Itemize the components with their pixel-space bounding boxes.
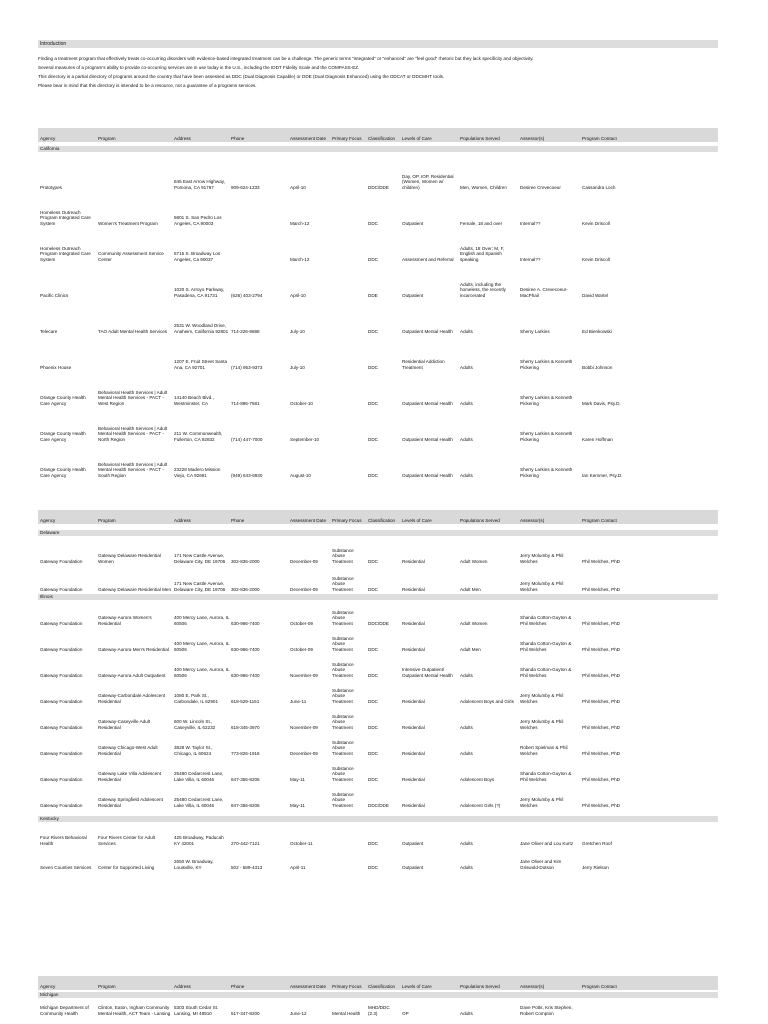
cell-class: DDC	[368, 864, 378, 870]
cell-focus: Substance Abuse Treatment	[332, 661, 354, 678]
intro-paragraph: Finding a treatment program that effectively treats co-occurring disorders with evidence-based integrated treatment can be a challenge. The generic terms "integrated" or "enhanced" are "feel good" rhetoric but they lack specificity and objectivity.	[38, 56, 534, 61]
table-row	[38, 626, 718, 652]
cell-focus: Substance Abuse Treatment	[332, 547, 354, 564]
cell-pops: Men, Women, Children	[460, 184, 507, 190]
table-row	[38, 190, 718, 226]
region-delaware: Delaware	[38, 530, 718, 536]
cell-pops: Adults	[460, 864, 473, 870]
cell-phone: 773-826-1916	[231, 750, 260, 756]
cell-levels: Outpatient Mental Health	[402, 328, 453, 334]
cell-date: March-12	[290, 256, 310, 262]
cell-levels: Outpatient	[402, 864, 424, 870]
cell-class: DDC	[368, 698, 378, 704]
cell-program: Behavioral Health Services | Adult Mental Health Services - PACT - South Region	[98, 461, 168, 478]
cell-pops: Adolescent Boys	[460, 776, 495, 782]
table-row	[38, 846, 718, 870]
cell-levels: Residential	[402, 776, 425, 782]
col-contact: Program Contact	[582, 518, 617, 523]
cell-agency: Orange County Health Care Agency	[40, 431, 86, 442]
cell-assessor: Shanda Cotton-Guyton & Phil Welches	[520, 771, 572, 782]
col-contact: Program Contact	[582, 984, 617, 989]
cell-class: DDC	[368, 558, 378, 564]
cell-address: 25480 Cedarcrest Lane, Lake Villa, IL 60046	[174, 771, 224, 782]
region-illinois: Illinois	[38, 594, 718, 600]
cell-contact: Karen Hoffman	[582, 436, 613, 442]
cell-class: DDC	[368, 724, 378, 730]
cell-pops: Adults	[460, 400, 473, 406]
cell-date: August-10	[290, 472, 311, 478]
cell-pops: Adults, including the homeless, the recently incarcerated	[460, 281, 506, 298]
cell-contact: David Wartel	[582, 292, 609, 298]
cell-assessor: Sherry Larkins & Kenneth Pickering	[520, 431, 573, 442]
col-assessor: Assessor(s)	[520, 518, 545, 523]
cell-levels: Residential	[402, 620, 425, 626]
cell-address: 5801 S. San Pedro Los Angeles, CA 90003	[174, 215, 222, 226]
cell-program: Center for Supported Living	[98, 864, 155, 870]
cell-contact: Jerry Rielson	[582, 864, 609, 870]
cell-pops: Adults	[460, 328, 473, 334]
col-phone: Phone	[231, 984, 245, 989]
cell-class: DDC	[368, 256, 378, 262]
cell-focus: Mental Health	[332, 1010, 361, 1016]
cell-agency: Gateway Foundation	[40, 776, 83, 782]
col-assessor: Assessor(s)	[520, 136, 545, 141]
cell-levels: Residential Addiction Treatment	[402, 359, 445, 370]
cell-date: April-10	[290, 292, 306, 298]
cell-pops: Adult Women	[460, 558, 488, 564]
cell-pops: Adults	[460, 436, 473, 442]
cell-program: Gateway Lake Villa Adolescent Residential	[98, 771, 161, 782]
cell-date: June-12	[290, 1010, 307, 1016]
cell-program: TAO Adult Mental Health Services	[98, 328, 168, 334]
cell-phone: 517-347-8200	[231, 1010, 260, 1016]
cell-date: May-11	[290, 776, 305, 782]
table-row	[38, 678, 718, 704]
cell-class: DDC	[368, 750, 378, 756]
col-assessor: Assessor(s)	[520, 984, 545, 989]
introduction-label: Introduction	[38, 40, 718, 48]
cell-agency: Prototypes	[40, 184, 62, 190]
cell-address: 400 Mercy Lane, Aurora, IL 60506	[174, 667, 230, 678]
cell-levels: Outpatient	[402, 292, 424, 298]
cell-agency: Gateway Foundation	[40, 646, 83, 652]
intro-paragraph: This directory is a partial directory of programs around the country that have been assessed as DDC (Dual Diagnosis Capable) or DDE (Dual Diagnosis Enhanced) using the DDCAT or DDCMHT tools.	[38, 74, 445, 79]
table-row	[38, 652, 718, 678]
cell-phone: 630-966-7400	[231, 646, 260, 652]
col-focus: Primary Focus	[332, 984, 362, 989]
cell-contact: Phil Welches, PhD	[582, 646, 620, 652]
cell-assessor: Internal??	[520, 256, 541, 262]
col-class: Classification	[368, 518, 396, 523]
cell-levels: Intensive Outpatient/ Outpatient Mental Health	[402, 667, 453, 678]
cell-date: October-09	[290, 620, 313, 626]
cell-levels: Day, OP, IOP, Residential (Women, Women w/ children)	[402, 173, 454, 190]
table-row	[38, 226, 718, 262]
cell-class: DDC	[368, 586, 378, 592]
cell-levels: Outpatient	[402, 220, 424, 226]
cell-phone: 714-226-9888	[231, 328, 260, 334]
table-row	[38, 998, 718, 1016]
cell-levels: Residential	[402, 724, 425, 730]
col-agency: Agency	[40, 984, 56, 989]
cell-address: 23228 Madero Mission Viejo, CA 92691	[174, 467, 221, 478]
col-class: Classification	[368, 136, 396, 141]
col-levels: Levels of Care	[402, 518, 432, 523]
cell-program: Gateway-Aurora Adult Outpatient	[98, 672, 166, 678]
col-phone: Phone	[231, 518, 245, 523]
cell-contact: Phil Welches, PhD	[582, 586, 620, 592]
col-contact: Program Contact	[582, 136, 617, 141]
cell-date: April-11	[290, 864, 306, 870]
cell-assessor: Robert Spielman & Phil Welches	[520, 745, 568, 756]
col-address: Address	[174, 984, 191, 989]
cell-pops: Adults	[460, 840, 473, 846]
cell-class: DDC	[368, 776, 378, 782]
cell-contact: Phil Welches, PhD	[582, 750, 620, 756]
cell-class: DDC/DDE	[368, 802, 389, 808]
cell-address: 400 Mercy Lane, Aurora, IL 60506	[174, 615, 230, 626]
cell-date: December-09	[290, 586, 318, 592]
cell-agency: Gateway Foundation	[40, 750, 83, 756]
region-michigan: Michigan	[38, 992, 718, 998]
cell-pops: Adults	[460, 472, 473, 478]
table-row	[38, 298, 718, 334]
cell-agency: Orange County Health Care Agency	[40, 395, 86, 406]
table-row	[38, 822, 718, 846]
table-row	[38, 262, 718, 298]
cell-contact: Gretchen Roof	[582, 840, 612, 846]
cell-contact: Kevin Driscoll	[582, 256, 610, 262]
cell-pops: Adults	[460, 724, 473, 730]
cell-program: Gateway Springfield Adolescent Residential	[98, 797, 163, 808]
col-class: Classification	[368, 984, 396, 989]
cell-phone: 630-966-7400	[231, 620, 260, 626]
cell-phone: 302-836-2000	[231, 558, 260, 564]
cell-pops: Adults, 18 Over; M, F, English and Spanish speaking	[460, 245, 505, 262]
cell-levels: Assessment and Referral	[402, 256, 454, 262]
region-kentucky: Kentucky	[38, 816, 718, 822]
cell-address: 400 Mercy Lane, Aurora, IL 60506	[174, 641, 230, 652]
table-row	[38, 600, 718, 626]
cell-levels: Residential	[402, 698, 425, 704]
cell-date: April-10	[290, 184, 306, 190]
cell-address: 600 W. Lincoln St., Caseyville, IL 62232	[174, 719, 216, 730]
intro-paragraph: Please bear in mind that this directory is intended to be a resource, not a guarantee of a programs services.	[38, 83, 257, 88]
table-header	[38, 510, 718, 524]
cell-phone: 270-442-7121	[231, 840, 260, 846]
cell-levels: Outpatient	[402, 840, 424, 846]
cell-class: DDC	[368, 400, 378, 406]
cell-contact: Phil Welches, PhD	[582, 620, 620, 626]
introduction-text	[38, 56, 718, 92]
table-header	[38, 976, 718, 990]
cell-contact: Phil Welches, PhD	[582, 698, 620, 704]
cell-program: Gateway Chicago-West Adult Residential	[98, 745, 158, 756]
cell-focus: Substance Abuse Treatment	[332, 791, 354, 808]
cell-address: 25480 Cedarcrest Lane, Lake Villa, IL 60046	[174, 797, 224, 808]
cell-pops: Adults	[460, 672, 473, 678]
col-pops: Populations Served	[460, 136, 500, 141]
cell-agency: Gateway Foundation	[40, 586, 83, 592]
cell-phone: (626) 403-2794	[231, 292, 263, 298]
cell-agency: Homeless Outreach Program Integrated Care System	[40, 245, 91, 262]
cell-agency: Homeless Outreach Program Integrated Care System	[40, 209, 91, 226]
table-row	[38, 334, 718, 370]
cell-agency: Gateway Foundation	[40, 802, 83, 808]
cell-contact: Bobbi Johnson	[582, 364, 613, 370]
col-agency: Agency	[40, 518, 56, 523]
cell-agency: Orange County Health Care Agency	[40, 467, 86, 478]
cell-focus: Substance Abuse Treatment	[332, 687, 354, 704]
cell-program: Gateway-Carbondale Adolescent Residential	[98, 693, 166, 704]
cell-date: December-09	[290, 558, 318, 564]
col-focus: Primary Focus	[332, 518, 362, 523]
cell-program: Gateway-Caseyville Adult Residential	[98, 719, 151, 730]
cell-contact: Ian Kemmer, Psy.D.	[582, 472, 623, 478]
cell-address: 845 East Arrow Highway, Pomona, CA 91767	[174, 179, 225, 190]
cell-program: Community Assessment Service Center	[98, 251, 164, 262]
cell-address: 425 Broadway, Paducah KY 42001	[174, 835, 224, 846]
cell-agency: Gateway Foundation	[40, 698, 83, 704]
cell-date: March-12	[290, 220, 310, 226]
cell-address: 5715 S. Broadway Los Angeles, Ca 90037	[174, 251, 221, 262]
table-row	[38, 536, 718, 564]
cell-date: October-11	[290, 840, 313, 846]
cell-contact: Mark Davis, Psy.D.	[582, 400, 621, 406]
table-row	[38, 564, 718, 592]
cell-address: 1020 S. Arroyo Parkway, Pasadena, CA 91731	[174, 287, 225, 298]
cell-program: Women's Treatment Program	[98, 220, 158, 226]
cell-agency: Pacific Clinics	[40, 292, 69, 298]
table-row	[38, 370, 718, 406]
cell-assessor: Sherry Larkins & Kenneth Pickering	[520, 359, 573, 370]
cell-levels: Residential	[402, 646, 425, 652]
col-levels: Levels of Care	[402, 136, 432, 141]
cell-date: October-10	[290, 400, 313, 406]
cell-pops: Adolescent Girls (?)	[460, 802, 501, 808]
cell-date: May-11	[290, 802, 305, 808]
cell-levels: Residential	[402, 558, 425, 564]
col-levels: Levels of Care	[402, 984, 432, 989]
cell-agency: Gateway Foundation	[40, 672, 83, 678]
cell-contact: Cassandra Loch	[582, 184, 616, 190]
cell-assessor: Jane Oliver and Lou Kurtz	[520, 840, 574, 846]
cell-focus: Substance Abuse Treatment	[332, 575, 354, 592]
col-address: Address	[174, 518, 191, 523]
col-date: Assessment Date	[290, 136, 326, 141]
cell-assessor: Jane Oliver and Kim Griswold-Dotson	[520, 859, 562, 870]
cell-class: DDC/DDE	[368, 620, 389, 626]
cell-date: October-09	[290, 646, 313, 652]
cell-address: 1207 E. Fruit Street Santa Ana, CA 92701	[174, 359, 228, 370]
cell-assessor: Jerry Molumby & Phil Welches	[520, 553, 564, 564]
table-row	[38, 730, 718, 756]
cell-contact: Ed Bienkowski	[582, 328, 612, 334]
col-phone: Phone	[231, 136, 245, 141]
cell-address: 171 New Castle Avenue, Delaware City, DE 19706	[174, 553, 226, 564]
cell-phone: 618-345-3970	[231, 724, 260, 730]
region-california: California	[38, 146, 718, 152]
cell-class: DDC	[368, 328, 378, 334]
cell-date: November-09	[290, 724, 318, 730]
cell-pops: Female, 18 and over	[460, 220, 503, 226]
cell-levels: OP	[402, 1010, 409, 1016]
cell-phone: 714-896-7581	[231, 400, 260, 406]
cell-assessor: Internal??	[520, 220, 541, 226]
cell-address: 1080 E. Park St., Carbondale, IL 62901	[174, 693, 219, 704]
cell-phone: 618-529-1151	[231, 698, 260, 704]
table-row	[38, 756, 718, 782]
table-row	[38, 704, 718, 730]
cell-class: DDE	[368, 292, 378, 298]
cell-pops: Adults	[460, 750, 473, 756]
cell-contact: Phil Welches, PhD	[582, 558, 620, 564]
cell-date: December-09	[290, 750, 318, 756]
cell-phone: (714) 447-7000	[231, 436, 263, 442]
col-program: Program	[98, 518, 116, 523]
cell-assessor: Desiree A. Crevecoeur-MacPhail	[520, 287, 568, 298]
col-program: Program	[98, 136, 116, 141]
cell-assessor: Jerry Molumby & Phil Welches	[520, 581, 564, 592]
cell-levels: Outpatient Mental Health	[402, 436, 453, 442]
cell-phone: 847-356-8205	[231, 802, 260, 808]
cell-program: Four Rivers Center for Adult Services	[98, 835, 155, 846]
cell-address: 14140 Beach Blvd., Westminster, CA	[174, 395, 214, 406]
cell-contact: Kevin Driscoll	[582, 220, 610, 226]
cell-phone: 630-966-7400	[231, 672, 260, 678]
cell-class: DDC	[368, 646, 378, 652]
cell-pops: Adult Men	[460, 646, 481, 652]
cell-date: November-09	[290, 672, 318, 678]
col-agency: Agency	[40, 136, 56, 141]
cell-class: DDC	[368, 672, 378, 678]
cell-program: Gateway Delaware Residential Men	[98, 586, 172, 592]
cell-phone: 502 - 589-4313	[231, 864, 263, 870]
cell-assessor: Shanda Cotton-Guyton & Phil Welches	[520, 641, 572, 652]
cell-class: DDC/DDE	[368, 184, 389, 190]
cell-agency: Telecare	[40, 328, 58, 334]
intro-paragraph: Several measures of a program's ability to provide co-occurring services are in use today in the U.S., including the IDDT Fidelity Scale and the COMPASS-EZ.	[38, 65, 360, 70]
cell-agency: Gateway Foundation	[40, 620, 83, 626]
cell-assessor: Sherry Larkins & Kenneth Pickering	[520, 467, 573, 478]
cell-focus: Substance Abuse Treatment	[332, 765, 354, 782]
table-header	[38, 128, 718, 142]
cell-assessor: Dave Potts, Kris Stephen, Robert Compton	[520, 1005, 573, 1016]
cell-agency: Gateway Foundation	[40, 724, 83, 730]
cell-levels: Outpatient Mental Health	[402, 472, 453, 478]
cell-contact: Phil Welches, PhD	[582, 724, 620, 730]
cell-program: Behavioral Health Services | Adult Mental Health Services - PACT - North Region	[98, 425, 168, 442]
col-address: Address	[174, 136, 191, 141]
table-row	[38, 782, 718, 808]
cell-program: Gateway-Aurora Women's Residential	[98, 615, 152, 626]
col-date: Assessment Date	[290, 984, 326, 989]
cell-class: DDC	[368, 220, 378, 226]
cell-address: 171 New Castle Avenue, Delaware City, DE 19706	[174, 581, 226, 592]
cell-address: 2531 W. Woodland Drive, Anaheim, California 92801	[174, 323, 229, 334]
cell-class: MHD/DDC (2.3)	[368, 1005, 390, 1016]
cell-program: Gateway Delaware Residential Women	[98, 553, 161, 564]
cell-assessor: Jerry Molumby & Phil Welches	[520, 719, 564, 730]
cell-assessor: Sherry Larkins	[520, 328, 550, 334]
cell-levels: Outpatient Mental Health	[402, 400, 453, 406]
table-row	[38, 154, 718, 190]
cell-class: DDC	[368, 840, 378, 846]
cell-program: Gateway-Aurora Men's Residential	[98, 646, 169, 652]
cell-pops: Adults	[460, 364, 473, 370]
cell-date: June-11	[290, 698, 307, 704]
cell-program: Behavioral Health Services | Adult Mental Health Services - PACT - West Region	[98, 389, 168, 406]
cell-assessor: Desiree Crevecoeur	[520, 184, 561, 190]
cell-focus: Substance Abuse Treatment	[332, 609, 354, 626]
table-row	[38, 406, 718, 442]
cell-class: DDC	[368, 472, 378, 478]
cell-assessor: Jerry Molumby & Phil Welches	[520, 797, 564, 808]
cell-assessor: Shanda Cotton-Guyton & Phil Welches	[520, 615, 572, 626]
cell-phone: 847-356-8205	[231, 776, 260, 782]
cell-assessor: Shanda Cotton-Guyton & Phil Welches	[520, 667, 572, 678]
cell-date: July-10	[290, 328, 305, 334]
col-pops: Populations Served	[460, 518, 500, 523]
cell-agency: Four Rivers Behavioral Health	[40, 835, 87, 846]
cell-program: Clinton, Eaton, Ingham Community Mental Health, ACT Team - Lansing	[98, 1005, 171, 1016]
cell-focus: Substance Abuse Treatment	[332, 713, 354, 730]
col-focus: Primary Focus	[332, 136, 362, 141]
cell-levels: Residential	[402, 802, 425, 808]
cell-address: 3828 W. Taylor St., Chicago, IL 60624	[174, 745, 213, 756]
cell-phone: (949) 643-6930	[231, 472, 263, 478]
cell-phone: (714) 953-9373	[231, 364, 263, 370]
cell-address: 5303 South Cedar St. Lansing, MI 48910	[174, 1005, 219, 1016]
table-row	[38, 442, 718, 478]
cell-contact: Phil Welches, PhD	[582, 672, 620, 678]
cell-phone: 302-836-2000	[231, 586, 260, 592]
cell-agency: Seven Counties Services	[40, 864, 92, 870]
cell-focus: Substance Abuse Treatment	[332, 635, 354, 652]
cell-pops: Adult Men	[460, 586, 481, 592]
cell-date: September-10	[290, 436, 320, 442]
col-pops: Populations Served	[460, 984, 500, 989]
cell-class: DDC	[368, 364, 378, 370]
cell-levels: Residential	[402, 750, 425, 756]
cell-phone: 909-624-1233	[231, 184, 260, 190]
cell-pops: Adult Women	[460, 620, 488, 626]
cell-agency: Phoenix House	[40, 364, 72, 370]
cell-contact: Phil Welches, PhD	[582, 776, 620, 782]
cell-address: 211 W. Commonwealth, Fullerton, CA 92832	[174, 431, 223, 442]
col-date: Assessment Date	[290, 518, 326, 523]
cell-class: DDC	[368, 436, 378, 442]
cell-agency: Gateway Foundation	[40, 558, 83, 564]
cell-pops: Adolescent Boys and Girls	[460, 698, 514, 704]
cell-address: 2650 W. Broadway, Louisville, KY	[174, 859, 214, 870]
cell-levels: Residential	[402, 586, 425, 592]
cell-assessor: Jerry Molumby & Phil Welches	[520, 693, 564, 704]
cell-focus: Substance Abuse Treatment	[332, 739, 354, 756]
col-program: Program	[98, 984, 116, 989]
cell-contact: Phil Welches, PhD	[582, 802, 620, 808]
cell-pops: Adults	[460, 1010, 473, 1016]
cell-date: July-10	[290, 364, 305, 370]
cell-assessor: Sherry Larkins & Kenneth Pickering	[520, 395, 573, 406]
cell-agency: Michigan Department of Community Health	[40, 1005, 89, 1016]
